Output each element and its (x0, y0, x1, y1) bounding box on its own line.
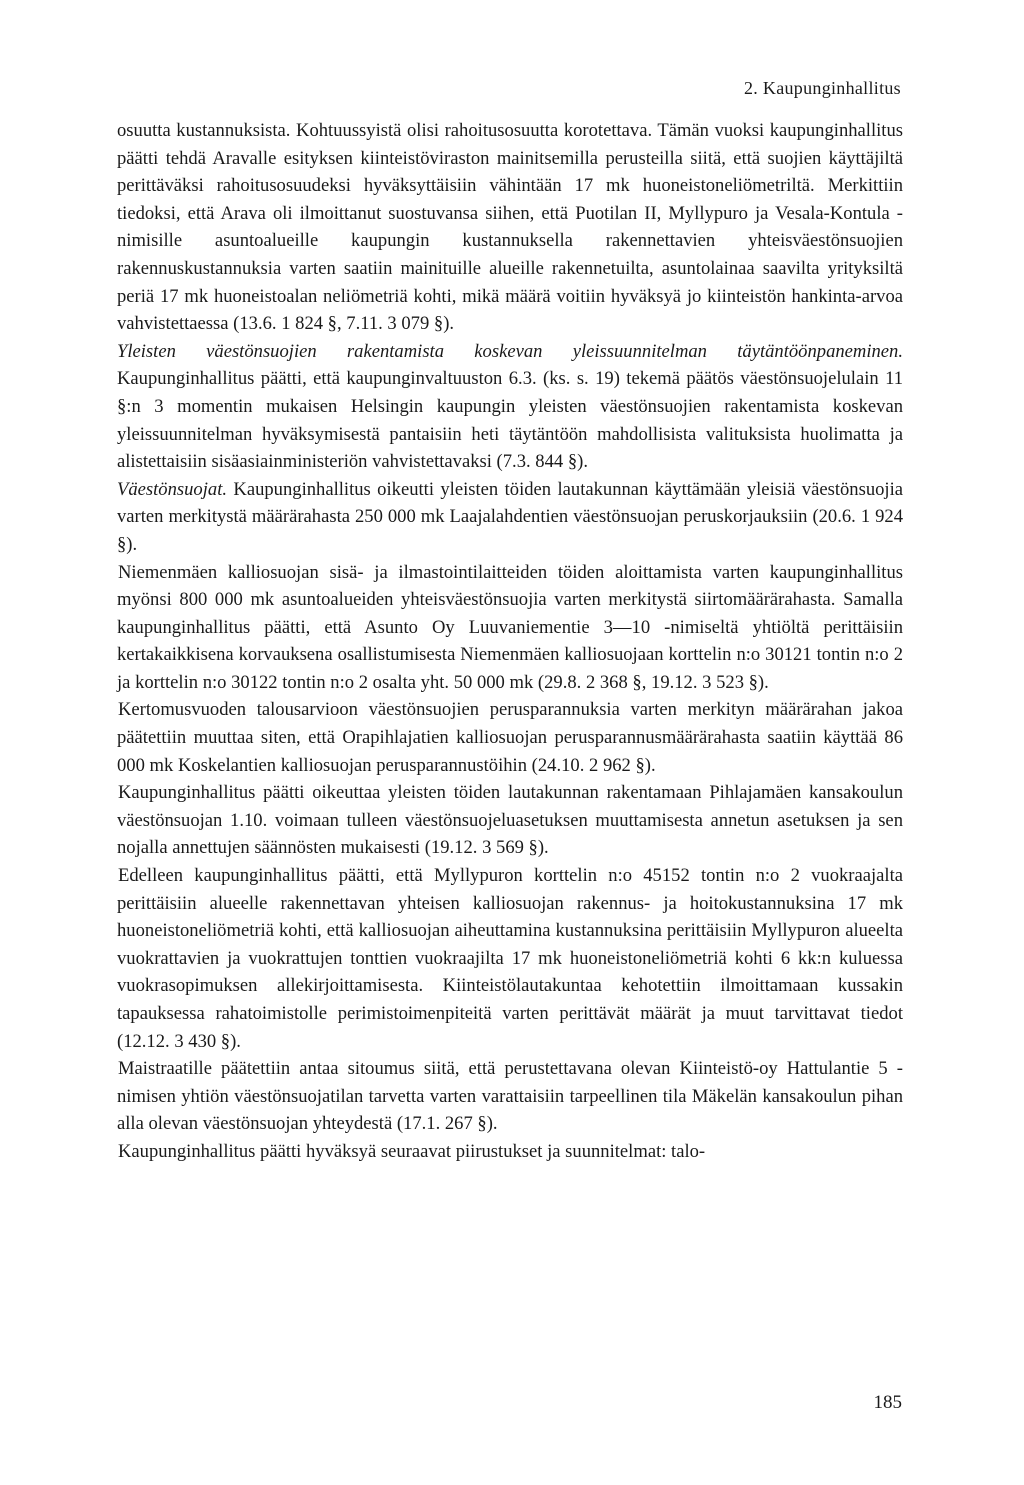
paragraph-text: osuutta kustannuksista. Kohtuussyistä olisi rahoitusosuutta korotettava. Tämän vuoksi kaupunginhallitus päätti tehdä Aravalle esityksen kiinteistöviraston mainitsemilla perusteilla siitä, että suojien käyttäjiltä perittäväksi rahoitusosuudeksi hyväksyttäisiin vähintään 17 mk huoneistoneliömetriltä. Merkittiin tiedoksi, että Arava oli ilmoittanut suostuvansa siihen, että Puotilan II, Myllypuro ja Vesala-Kontula -nimisille asuntoalueille kaupungin kustannuksella rakennettavien yhteisväestönsuojien rakennuskustannuksia varten saatiin mainituille alueille rakennetuilta, asuntolainaa saavilta yrityksiltä periä 17 mk huoneistoalan neliömetriä kohti, mikä määrä voitiin hyväksyä jo kiinteistön hankinta-arvoa vahvistettaessa (13.6. 1 824 §, 7.11. 3 079 §). (117, 120, 903, 335)
paragraph-text: Kaupunginhallitus päätti, että kaupunginvaltuuston 6.3. (ks. s. 19) tekemä päätös väestönsuojelulain 11 §:n 3 momentin mukaisen Helsingin kaupungin yleisten väestönsuojien rakentamista koskevan yleissuunnitelman hyväksymisestä pantaisiin heti täytäntöön mahdollisista valituksista huolimatta ja alistettaisiin sisäasiainministeriön vahvistettavaksi (7.3. 844 §). (117, 368, 903, 473)
paragraph-text: Edelleen kaupunginhallitus päätti, että Myllypuron korttelin n:o 45152 tontin n:o 2 vuokraajalta perittäisiin alueelle rakennettavan yhteisen kalliosuojan rakennus- ja hoitokustannuksina 17 mk huoneistoneliömetriä kohti, että kalliosuojan aiheuttamina kustannuksina perittäisiin Myllypuron alueelta vuokrattavien ja vuokrattujen tonttien vuokraajilta 17 mk huoneistoneliömetriä kohti 6 kk:n kuluessa vuokrasopimuksen allekirjoittamisesta. Kiinteistölautakuntaa kehotettiin ilmoittamaan kussakin tapauksessa rahatoimistolle perimistoimenpiteitä varten perittävät määrät ja muut tarvittavat tiedot (12.12. 3 430 §). (117, 865, 903, 1052)
paragraph (117, 476, 903, 559)
body-text (117, 117, 903, 1166)
paragraph (117, 696, 903, 779)
paragraph-text: Kaupunginhallitus oikeutti yleisten töiden lautakunnan käyttämään yleisiä väestönsuojia varten merkitystä määrärahasta 250 000 mk Laajalahdentien väestönsuojan peruskorjauksiin (20.6. 1 924 §). (117, 478, 903, 555)
section-heading-italic: Yleisten väestönsuojien rakentamista koskevan yleissuunnitelman täytäntöönpaneminen. (117, 340, 903, 362)
paragraph (117, 1138, 903, 1166)
paragraph-text: Kaupunginhallitus päätti oikeuttaa yleisten töiden lautakunnan rakentamaan Pihlajamäen kansakoulun väestönsuojan 1.10. voimaan tulleen väestönsuojeluasetuksen muuttamisesta annetun asetuksen ja sen nojalla annettujen säännösten mukaisesti (19.12. 3 569 §). (117, 782, 903, 859)
paragraph (117, 779, 903, 862)
paragraph (117, 117, 903, 338)
running-head: 2. Kaupunginhallitus (744, 78, 901, 98)
page-number: 185 (873, 1392, 902, 1413)
paragraph (117, 862, 903, 1055)
paragraph (117, 1055, 903, 1138)
paragraph (117, 338, 903, 476)
section-heading-italic: Väestönsuojat. (117, 478, 228, 500)
paragraph (117, 559, 903, 697)
paragraph-text: Maistraatille päätettiin antaa sitoumus siitä, että perustettavana olevan Kiinteistö-oy Hattulantie 5 -nimisen yhtiön väestönsuojatilan tarvetta varten varattaisiin tarpeellinen tila Mäkelän kansakoulun pihan alla olevan väestönsuojan yhteydestä (17.1. 267 §). (117, 1058, 903, 1135)
paragraph-text: Niemenmäen kalliosuojan sisä- ja ilmastointilaitteiden töiden aloittamista varten kaupunginhallitus myönsi 800 000 mk asuntoalueiden yhteisväestönsuojia varten merkitystä siirtomäärärahasta. Samalla kaupunginhallitus päätti, että Asunto Oy Luuvaniementie 3—10 -nimiseltä yhtiöltä perittäisiin kertakaikkisena korvauksena osallistumisesta Niemenmäen kalliosuojaan korttelin n:o 30121 tontin n:o 2 ja korttelin n:o 30122 tontin n:o 2 osalta yht. 50 000 mk (29.8. 2 368 §, 19.12. 3 523 §). (117, 561, 903, 693)
paragraph-text: Kertomusvuoden talousarvioon väestönsuojien perusparannuksia varten merkityn määrärahan jakoa päätettiin muuttaa siten, että Orapihlajatien kalliosuojan perusparannusmäärärahasta saatiin käyttää 86 000 mk Koskelantien kalliosuojan perusparannustöihin (24.10. 2 962 §). (117, 699, 903, 776)
paragraph-text: Kaupunginhallitus päätti hyväksyä seuraavat piirustukset ja suunnitelmat: talo- (118, 1140, 706, 1162)
